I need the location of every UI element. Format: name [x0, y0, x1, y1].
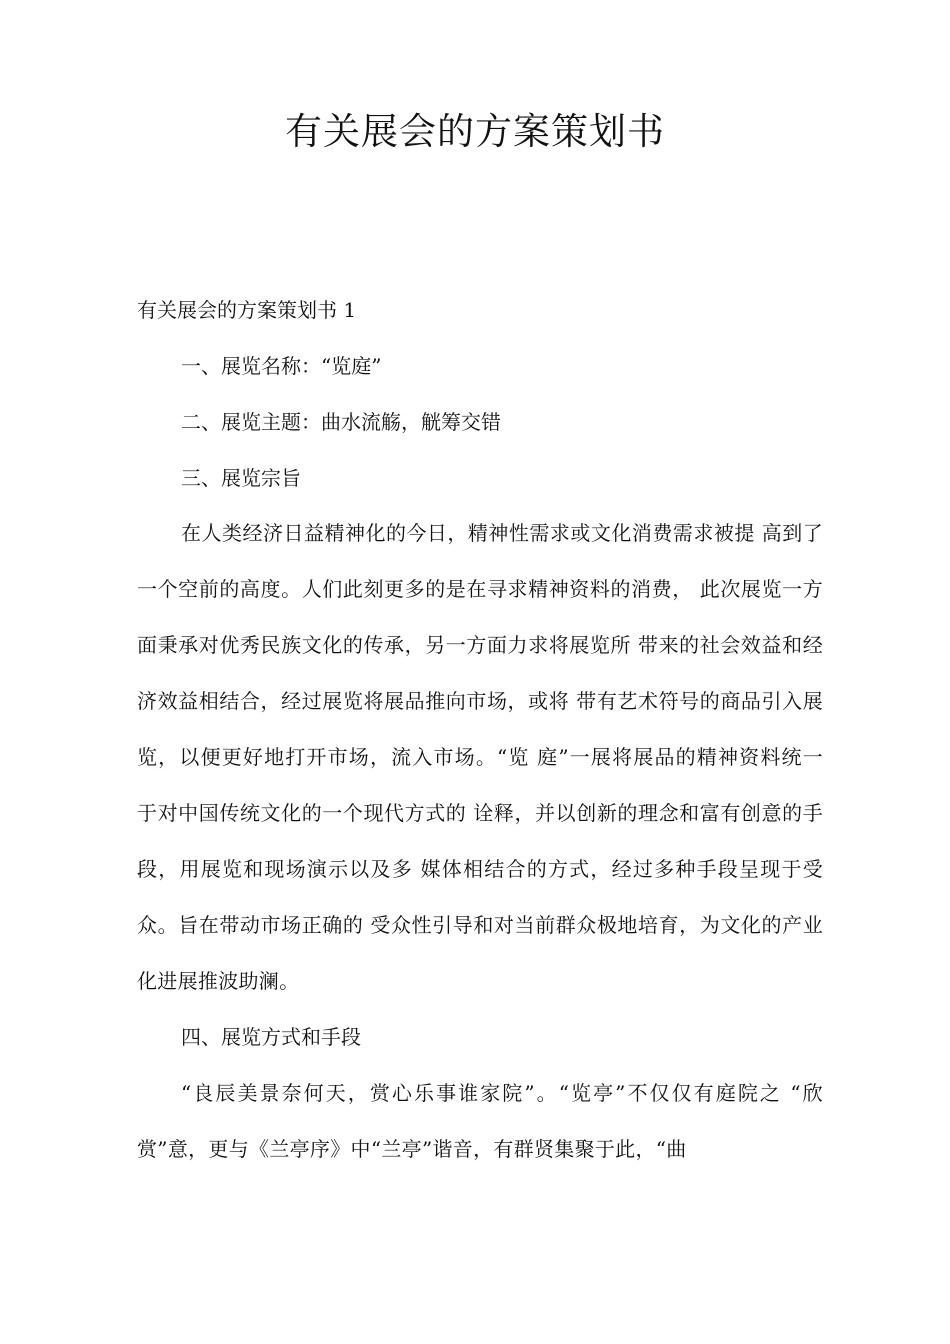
paragraph-line: 面秉承对优秀民族文化的传承，另一方面力求将展览所 带来的社会效益和经 [137, 633, 823, 657]
paragraph-line: 段，用展览和现场演示以及多 媒体相结合的方式，经过多种手段呈现于受 [137, 857, 823, 881]
paragraph-line: 于对中国传统文化的一个现代方式的 诠释，并以创新的理念和富有创意的手 [137, 801, 823, 825]
paragraph-line: 览，以便更好地打开市场，流入市场。“览 庭”一展将展品的精神资料统一 [137, 745, 823, 769]
heading-exhibition-purpose: 三、展览宗旨 [181, 466, 301, 490]
paragraph-line: 在人类经济日益精神化的今日，精神性需求或文化消费需求被提 高到了 [181, 521, 823, 545]
paragraph-line: 一个空前的高度。人们此刻更多的是在寻求精神资料的消费， 此次展览一方 [137, 577, 823, 601]
heading-exhibition-methods: 四、展览方式和手段 [181, 1025, 361, 1049]
heading-exhibition-name: 一、展览名称：“览庭” [181, 354, 382, 378]
heading-exhibition-theme: 二、展览主题：曲水流觞，觥筹交错 [181, 410, 501, 434]
paragraph-line: 众。旨在带动市场正确的 受众性引导和对当前群众极地培育，为文化的产业 [137, 913, 823, 937]
methods-paragraph [137, 1079, 823, 1191]
paragraph-line: 济效益相结合，经过展览将展品推向市场，或将 带有艺术符号的商品引入展 [137, 689, 823, 713]
section-title: 有关展会的方案策划书 1 [137, 298, 357, 322]
paragraph-line: “良辰美景奈何天，赏心乐事谁家院”。“览亭”不仅仅有庭院之 “欣 [181, 1081, 823, 1105]
paragraph-line: 化进展推波助澜。 [137, 969, 300, 993]
document-title: 有关展会的方案策划书 [285, 110, 665, 153]
paragraph-line: 赏”意，更与《兰亭序》中“兰亭”谐音，有群贤集聚于此，“曲 [137, 1137, 687, 1161]
purpose-paragraph [137, 519, 823, 1023]
